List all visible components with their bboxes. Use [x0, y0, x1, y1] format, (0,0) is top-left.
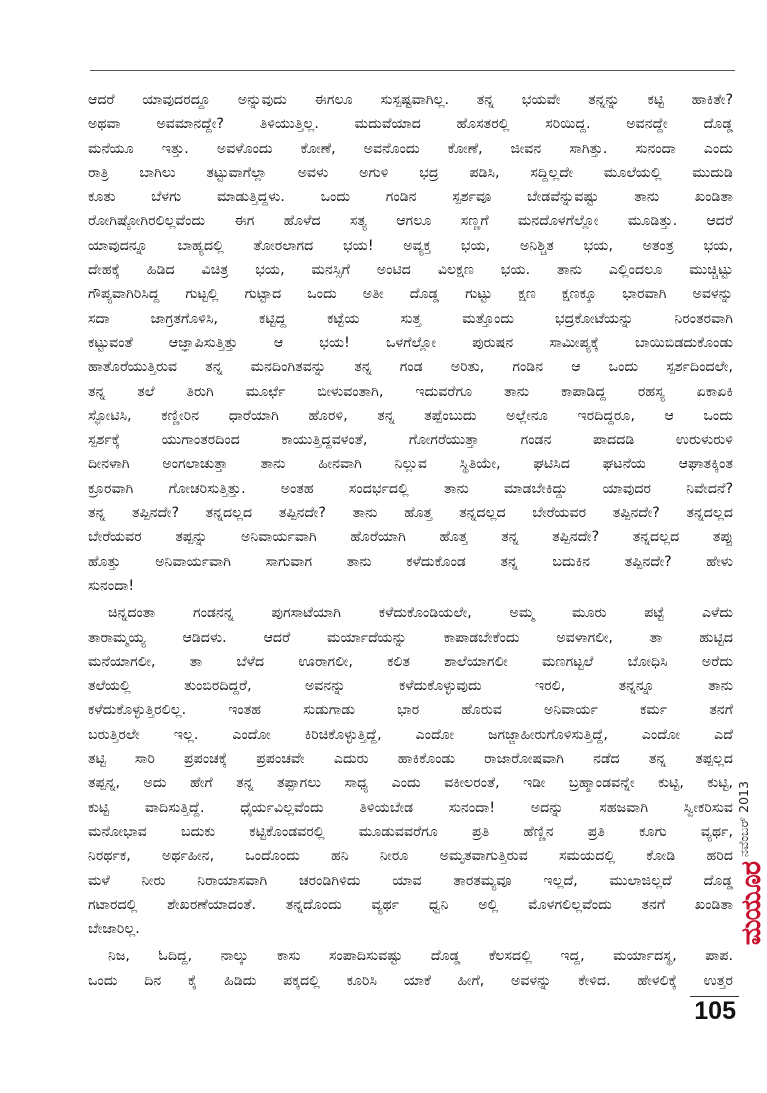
- text-line: ಆದರೆ ಯಾವುದರದ್ದೂ ಅನ್ನುವುದು ಈಗಲೂ ಸುಸ್ಪಷ್ಟವಾಗಿಲ್ಲ. ತನ್ನ ಭಯವೇ ತನ್ನನ್ನು ಕಟ್ಟಿ ಹಾಕಿತೇ?: [88, 92, 733, 108]
- text-line: ತಪ್ಪನ್ನ, ಅದು ಹೇಗೆ ತನ್ನ ತಪ್ಪಾಗಲು ಸಾಧ್ಯ ಎಂದು ವಕೀಲರಂತೆ, ಇಡೀ ಬ್ರಹ್ಮಾಂಡವನ್ನೇ ಕುಟ್ಟಿ, ಕುಟ್ಟಿ,: [88, 775, 733, 792]
- paragraph: [88, 944, 733, 993]
- text-line: ಮಳೆ ನೀರು ನಿರಾಯಾಸವಾಗಿ ಚರಂಡಿಗಿಳಿದು ಯಾವ ತಾರತಮ್ಯವೂ ಇಲ್ಲದೆ, ಮುಲಾಜಿಲ್ಲದೆ ದೊಡ್ಡ: [88, 872, 733, 889]
- text-line: ದೇಹಕ್ಕೆ ಹಿಡಿದ ವಿಚಿತ್ರ ಭಯ, ಮನಸ್ಸಿಗೆ ಅಂಟಿದ ವಿಲಕ್ಷಣ ಭಯ. ತಾನು ಎಲ್ಲಿಂದಲೂ ಮುಚ್ಚಿಟ್ಟು: [88, 262, 733, 279]
- text-line: ಚಿನ್ನದಂತಾ ಗಂಡನನ್ನ ಪುಗಸಾಟೆಯಾಗಿ ಕಳೆದುಕೊಂಡಿಯಲೇ, ಅಮ್ಮ ಮೂರು ಪಟ್ಟೆ ಎಳೆದು: [108, 605, 733, 622]
- text-line: ಗೌಪ್ಯವಾಗಿರಿಸಿದ್ದ ಗುಟ್ಟಲ್ಲಿ ಗುಟ್ಟಾದ ಒಂದು ಅತೀ ದೊಡ್ಡ ಗುಟ್ಟು ಕ್ಷಣ ಕ್ಷಣಕ್ಕೂ ಭಾರವಾಗಿ ಅವಳನ್ನು: [88, 286, 733, 303]
- text-line: ತಟ್ಟಿ ಸಾರಿ ಪ್ರಪಂಚಕ್ಕೆ ಪ್ರಪಂಚವೇ ಎದುರು ಹಾಕಿಕೊಂಡು ರಾಜಾರೋಷವಾಗಿ ನಡೆದ ತನ್ನ ತಪ್ಪಲ್ಲದ: [88, 751, 733, 768]
- magazine-brand: [737, 862, 767, 972]
- text-line: ಕೂತು ಬೆಳಗು ಮಾಡುತ್ತಿದ್ದಳು. ಒಂದು ಗಂಡಿನ ಸ್ಪರ್ಶವೂ ಬೇಡವೆನ್ನುವಷ್ಟು ತಾನು ಖಂಡಿತಾ: [88, 189, 733, 206]
- paragraph: [88, 601, 733, 941]
- text-line: ಬೇರೆಯವರ ತಪ್ಪನ್ನು ಅನಿವಾರ್ಯವಾಗಿ ಹೊರೆಯಾಗಿ ಹೊತ್ತ ತನ್ನ ತಪ್ಪಿನದೇ? ತನ್ನದಲ್ಲದ ತಪ್ಪು: [88, 529, 733, 546]
- text-line: ತಲೆಯಲ್ಲಿ ತುಂಬಿರದಿದ್ದರೆ, ಅವನನ್ನು ಕಳೆದುಕೊಳ್ಳುವುದು ಇರಲಿ, ತನ್ನನ್ನೂ ತಾನು: [88, 678, 733, 695]
- text-line: ಕಳೆದುಕೊಳ್ಳುತ್ತಿರಲಿಲ್ಲ. ಇಂತಹ ಸುಡುಗಾಡು ಭಾರ ಹೊರುವ ಅನಿವಾರ್ಯ ಕರ್ಮ ತನಗೆ: [88, 702, 733, 719]
- text-line: ಸುನಂದಾ!: [88, 577, 135, 594]
- text-line: ಕ್ರೂರವಾಗಿ ಗೋಚರಿಸುತ್ತಿತ್ತು. ಅಂತಹ ಸಂದರ್ಭದಲ್ಲಿ ತಾನು ಮಾಡಬೇಕಿದ್ದು ಯಾವುದರ ನಿವೇದನೆ?: [88, 480, 733, 497]
- text-line: ನಿರರ್ಥಕ, ಅರ್ಥಹೀನ, ಒಂದೊಂದು ಹನಿ ನೀರೂ ಅಮೃತವಾಗುತ್ತಿರುವ ಸಮಯದಲ್ಲಿ ಕೋಡಿ ಹರಿದ: [88, 848, 733, 865]
- text-line: ಮನೋಭಾವ ಬದುಕು ಕಟ್ಟಿಕೊಂಡವರಲ್ಲಿ ಮೂಡುವವರೆಗೂ ಪ್ರತಿ ಹೆಣ್ಣಿನ ಪ್ರತಿ ಕೂಗು ವ್ಯರ್ಥ,: [88, 823, 733, 840]
- magazine-logo: ಮಯೂರ: [736, 862, 767, 946]
- text-line: ಹೊತ್ತು ಅನಿವಾರ್ಯವಾಗಿ ಸಾಗುವಾಗ ತಾನು ಕಳೆದುಕೊಂಡ ತನ್ನ ಬದುಕಿನ ತಪ್ಪಿನದೇ? ಹೇಳು: [88, 553, 733, 570]
- text-line: ಸ್ಪರ್ಶಕ್ಕೆ ಯುಗಾಂತರದಿಂದ ಕಾಯುತ್ತಿದ್ದವಳಂತೆ, ಗೋಗರೆಯುತ್ತಾ ಗಂಡನ ಪಾದದಡಿ ಉರುಳುರುಳಿ: [88, 432, 733, 449]
- text-line: ಬೇಜಾರಿಲ್ಲ.: [88, 921, 140, 938]
- text-line: ಸ್ಫೋಟಿಸಿ, ಕಣ್ಣೀರಿನ ಧಾರೆಯಾಗಿ ಹೊರಳಿ, ತನ್ನ ತಪ್ಪೆಂಬುದು ಅಲ್ಲೇನೂ ಇರದಿದ್ದರೂ, ಆ ಒಂದು: [88, 407, 733, 424]
- text-line: ತನ್ನ ತಪ್ಪಿನದೇ? ತನ್ನದಲ್ಲದ ತಪ್ಪಿನದೇ? ತಾನು ಹೊತ್ತ ತನ್ನದಲ್ಲದ ಬೇರೆಯವರ ತಪ್ಪಿನದೇ? ತನ್ನದಲ್ಲದ: [88, 505, 733, 522]
- text-line: ಬರುತ್ತಿರಲೇ ಇಲ್ಲ. ಎಂದೋ ಕಿರಿಚಿಕೊಳ್ಳುತ್ತಿದ್ದೆ, ಎಂದೋ ಜಗಜ್ಜಾಹೀರುಗೊಳಿಸುತ್ತಿದ್ದೆ, ಎಂದೋ ಎದೆ: [88, 726, 733, 743]
- text-line: ತನ್ನ ತಲೆ ತಿರುಗಿ ಮೂರ್ಛೆ ಬೀಳುವಂತಾಗಿ, ಇದುವರೆಗೂ ತಾನು ಕಾಪಾಡಿದ್ದ ರಹಸ್ಯ ಏಕಾಏಕಿ: [88, 383, 733, 400]
- text-line: ಅಥವಾ ಅವಮಾನದ್ದೇ? ತಿಳಿಯುತ್ತಿಲ್ಲ. ಮದುವೆಯಾದ ಹೊಸತರಲ್ಲಿ ಸರಿಯಿದ್ದ. ಅವನದ್ದೇ ದೊಡ್ಡ: [88, 116, 733, 133]
- text-line: ಯಾವುದನ್ನೂ ಬಾಹ್ಯದಲ್ಲಿ ತೋರಲಾಗದ ಭಯ! ಅವ್ಯಕ್ತ ಭಯ, ಅನಿಶ್ಚಿತ ಭಯ, ಅತಂತ್ರ ಭಯ,: [88, 237, 733, 254]
- article-body: [88, 88, 733, 996]
- text-line: ಕಟ್ಟುವಂತೆ ಆಜ್ಞಾಪಿಸುತ್ತಿತ್ತು ಆ ಭಯ! ಒಳಗೆಲ್ಲೋ ಪುರುಷನ ಸಾಮೀಪ್ಯಕ್ಕೆ ಬಾಯಿಬಿಡದುಕೊಂಡು: [88, 334, 733, 351]
- text-line: ದೀನಳಾಗಿ ಅಂಗಲಾಚುತ್ತಾ ತಾನು ಹೀನವಾಗಿ ನಿಲ್ಲುವ ಸ್ಥಿತಿಯೇ, ಘಟಿಸಿದ ಘಟನೆಯ ಆಘಾತಕ್ಕಿಂತ: [88, 456, 733, 473]
- text-line: ರಾತ್ರಿ ಬಾಗಿಲು ತಟ್ಟುವಾಗೆಲ್ಲಾ ಅವಳು ಅಗುಳಿ ಭದ್ರ ಪಡಿಸಿ, ಸದ್ದಿಲ್ಲದೇ ಮೂಲೆಯಲ್ಲಿ ಮುದುಡಿ: [88, 164, 733, 181]
- text-line: ಮನೆಯಾಗಲೀ, ತಾ ಬೆಳೆದ ಊರಾಗಲೀ, ಕಲಿತ ಶಾಲೆಯಾಗಲೀ ಮಣಗಟ್ಟಲೆ ಬೋಧಿಸಿ ಅರೆದು: [88, 653, 733, 670]
- text-line: ಕುಟ್ಟಿ ವಾದಿಸುತ್ತಿದ್ದೆ. ಧೈರ್ಯವಿಲ್ಲವೆಂದು ತಿಳಿಯಬೇಡ ಸುನಂದಾ! ಅದನ್ನು ಸಹಜವಾಗಿ ಸ್ವೀಕರಿಸುವ: [88, 799, 733, 816]
- text-line: ನಿಜ, ಓದಿದ್ದ, ನಾಲ್ಕು ಕಾಸು ಸಂಪಾದಿಸುವಷ್ಟು ದೊಡ್ಡ ಕೆಲಸದಲ್ಲಿ ಇದ್ದ, ಮರ್ಯಾದಸ್ಥ, ಪಾಪ.: [108, 948, 733, 965]
- text-line: ತಾರಾಮ್ಮಯ್ಯ ಆಡಿದಳು. ಆದರೆ ಮರ್ಯಾದೆಯನ್ನು ಕಾಪಾಡಬೇಕೆಂದು ಅವಳಾಗಲೀ, ತಾ ಹುಟ್ಟಿದ: [88, 629, 733, 646]
- text-line: ಗಟಾರದಲ್ಲಿ ಶೇಖರಣೆಯಾದಂತೆ. ತನ್ನದೊಂದು ವ್ಯರ್ಥ ಧ್ವನಿ ಅಲ್ಲಿ ಮೊಳಗಲಿಲ್ಲವೆಂದು ತನಗೆ ಖಂಡಿತಾ: [88, 896, 733, 913]
- text-line: ಮನೆಯೂ ಇತ್ತು. ಅವಳೊಂದು ಕೋಣೆ, ಅವನೊಂದು ಕೋಣೆ, ಜೀವನ ಸಾಗಿತ್ತು. ಸುನಂದಾ ಎಂದು: [88, 140, 733, 157]
- text-line: ರೋಗಿಷ್ಠೋಗಿರಲಿಲ್ಲವೆಂದು ಈಗ ಹೊಳೆದ ಸತ್ಯ ಆಗಲೂ ಸಣ್ಣಗೆ ಮನದೊಳಗೆಲ್ಲೋ ಮೂಡಿತ್ತು. ಆದರೆ: [88, 213, 733, 230]
- page-number: 105: [694, 997, 736, 1025]
- paragraph: [88, 88, 733, 598]
- issue-date: ನವೆಂಬರ್ 2013: [736, 781, 751, 857]
- text-line: ಒಂದು ದಿನ ಕೈ ಹಿಡಿದು ಪಕ್ಕದಲ್ಲಿ ಕೂರಿಸಿ ಯಾಕೆ ಹೀಗೆ, ಅವಳನ್ನು ಕೇಳಿದ. ಹೇಳಲಿಕ್ಕೆ ಉತ್ತರ: [88, 972, 733, 989]
- top-rule: [90, 70, 735, 71]
- text-line: ಸದಾ ಜಾಗ್ರತಗೊಳಿಸಿ, ಕಟ್ಟಿದ್ದ ಕಟ್ಟೆಯ ಸುತ್ತ ಮತ್ತೊಂದು ಭದ್ರಕೋಟೆಯನ್ನು ನಿರಂತರವಾಗಿ: [88, 310, 733, 327]
- text-line: ಹಾತೊರೆಯುತ್ತಿರುವ ತನ್ನ ಮನದಿಂಗಿತವನ್ನು ತನ್ನ ಗಂಡ ಅರಿತು, ಗಂಡಿನ ಆ ಒಂದು ಸ್ಪರ್ಶದಿಂದಲೇ,: [88, 359, 733, 376]
